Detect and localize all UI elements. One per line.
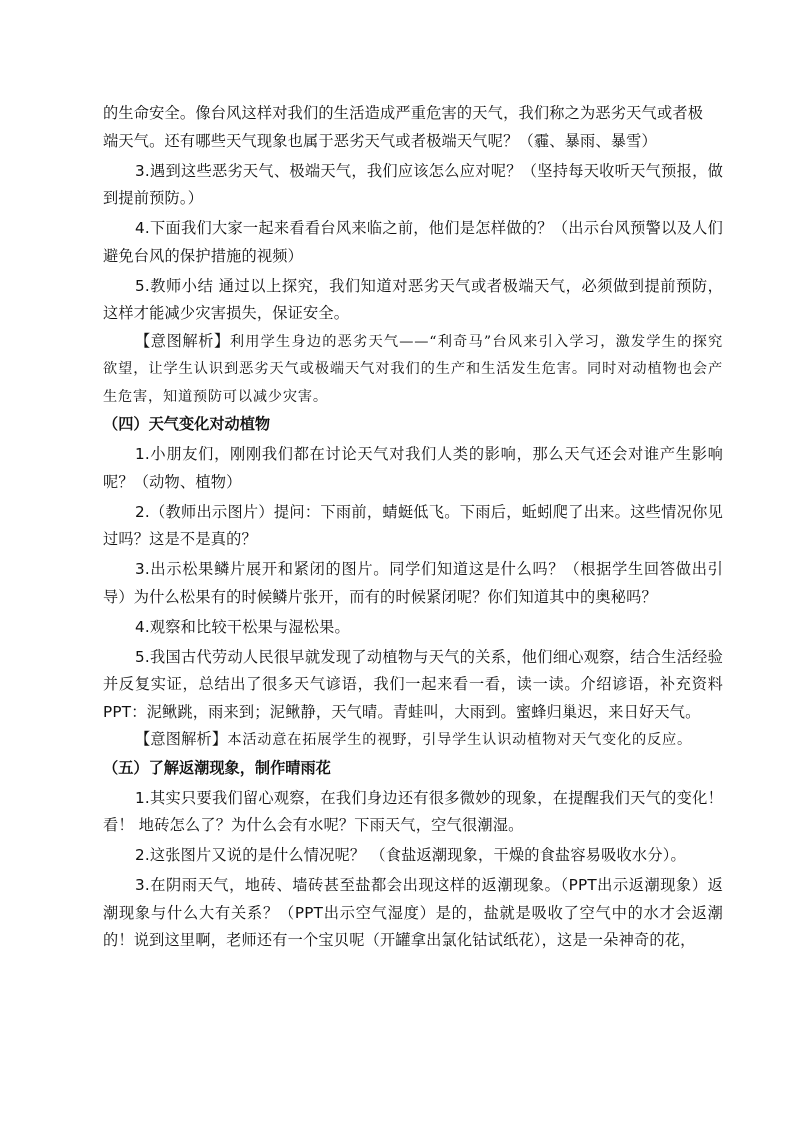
paragraph-item-5b: 5.我国古代劳动人民很早就发现了动植物与天气的关系，他们细心观察，结合生活经验并反复实证，总结出了很多天气谚语，我们一起来看一看，读一读。介绍谚语，补充资料PPT：泥鳅跳，雨来到；泥鳅静，天气晴。青蛙叫，大雨到。蜜蜂归巢迟，来日好天气。 (103, 647, 723, 721)
paragraph-item-2: 2.（教师出示图片）提问：下雨前，蜻蜓低飞。下雨后，蚯蚓爬了出来。这些情况你见过吗？这是不是真的？ (103, 502, 723, 548)
intent-analysis-2 (103, 726, 723, 755)
intent-text: 利用学生身边的恶劣天气——“利奇马”台风来引入学习，激发学生的探究欲望，让学生认识到恶劣天气或极端天气对我们的生产和生活发生危害。同时对动植物也会产生危害，知道预防可以减少灾害。 (103, 333, 723, 405)
paragraph-item-2c: 2.这张图片又说的是什么情况呢？ （食盐返潮现象，干燥的食盐容易吸收水分）。 (135, 846, 686, 864)
paragraph-item-5: 5.教师小结 通过以上探究，我们知道对恶劣天气或者极端天气，必须做到提前预防，这样才能减少灾害损失，保证安全。 (103, 276, 723, 322)
text-line: 端天气。还有哪些天气现象也属于恶劣天气或者极端天气呢？（霾、暴雨、暴雪） (103, 131, 657, 150)
paragraph-item-1c: 1.其实只要我们留心观察，在我们身边还有很多微妙的现象，在提醒我们天气的变化！看！ 地砖怎么了？为什么会有水呢？下雨天气，空气很潮湿。 (103, 788, 723, 834)
document-page (103, 100, 723, 955)
paragraph-item-3c: 3.在阴雨天气，地砖、墙砖甚至盐都会出现这样的返潮现象。（PPT出示返潮现象）返潮现象与什么大有关系？（PPT出示空气湿度）是的，盐就是吸收了空气中的水才会返潮的！说到这里啊，老师还有一个宝贝呢（开罐拿出氯化钴试纸花），这是一朵神奇的花， (103, 876, 723, 949)
paragraph-continuation (103, 100, 723, 155)
paragraph-item-3: 3.遇到这些恶劣天气、极端天气，我们应该怎么应对呢？（坚持每天收听天气预报，做到提前预防。） (103, 161, 723, 207)
paragraph-item-4b: 4.观察和比较干松果与湿松果。 (135, 617, 350, 636)
intent-text: 本活动意在拓展学生的视野，引导学生认识动植物对天气变化的反应。 (227, 732, 692, 748)
paragraph-item-1: 1.小朋友们，刚刚我们都在讨论天气对我们人类的影响，那么天气还会对谁产生影响呢？（动物、植物） (103, 445, 723, 491)
paragraph-item-4: 4.下面我们大家一起来看看台风来临之前，他们是怎样做的？（出示台风预警以及人们避免台风的保护措施的视频） (103, 219, 723, 265)
text-line: 的生命安全。像台风这样对我们的生活造成严重危害的天气，我们称之为恶劣天气或者极 (103, 104, 704, 122)
intent-tag: 【意图解析】 (135, 331, 230, 350)
section-heading-5: （五）了解返潮现象，制作晴雨花 (103, 758, 331, 777)
intent-tag: 【意图解析】 (135, 730, 228, 748)
intent-analysis-1 (103, 328, 723, 412)
paragraph-item-3b: 3.出示松果鳞片展开和紧闭的图片。同学们知道这是什么吗？（根据学生回答做出引导）为什么松果有的时候鳞片张开，而有的时候紧闭呢？你们知道其中的奥秘吗？ (103, 560, 723, 606)
section-heading-4: （四）天气变化对动植物 (103, 415, 271, 433)
